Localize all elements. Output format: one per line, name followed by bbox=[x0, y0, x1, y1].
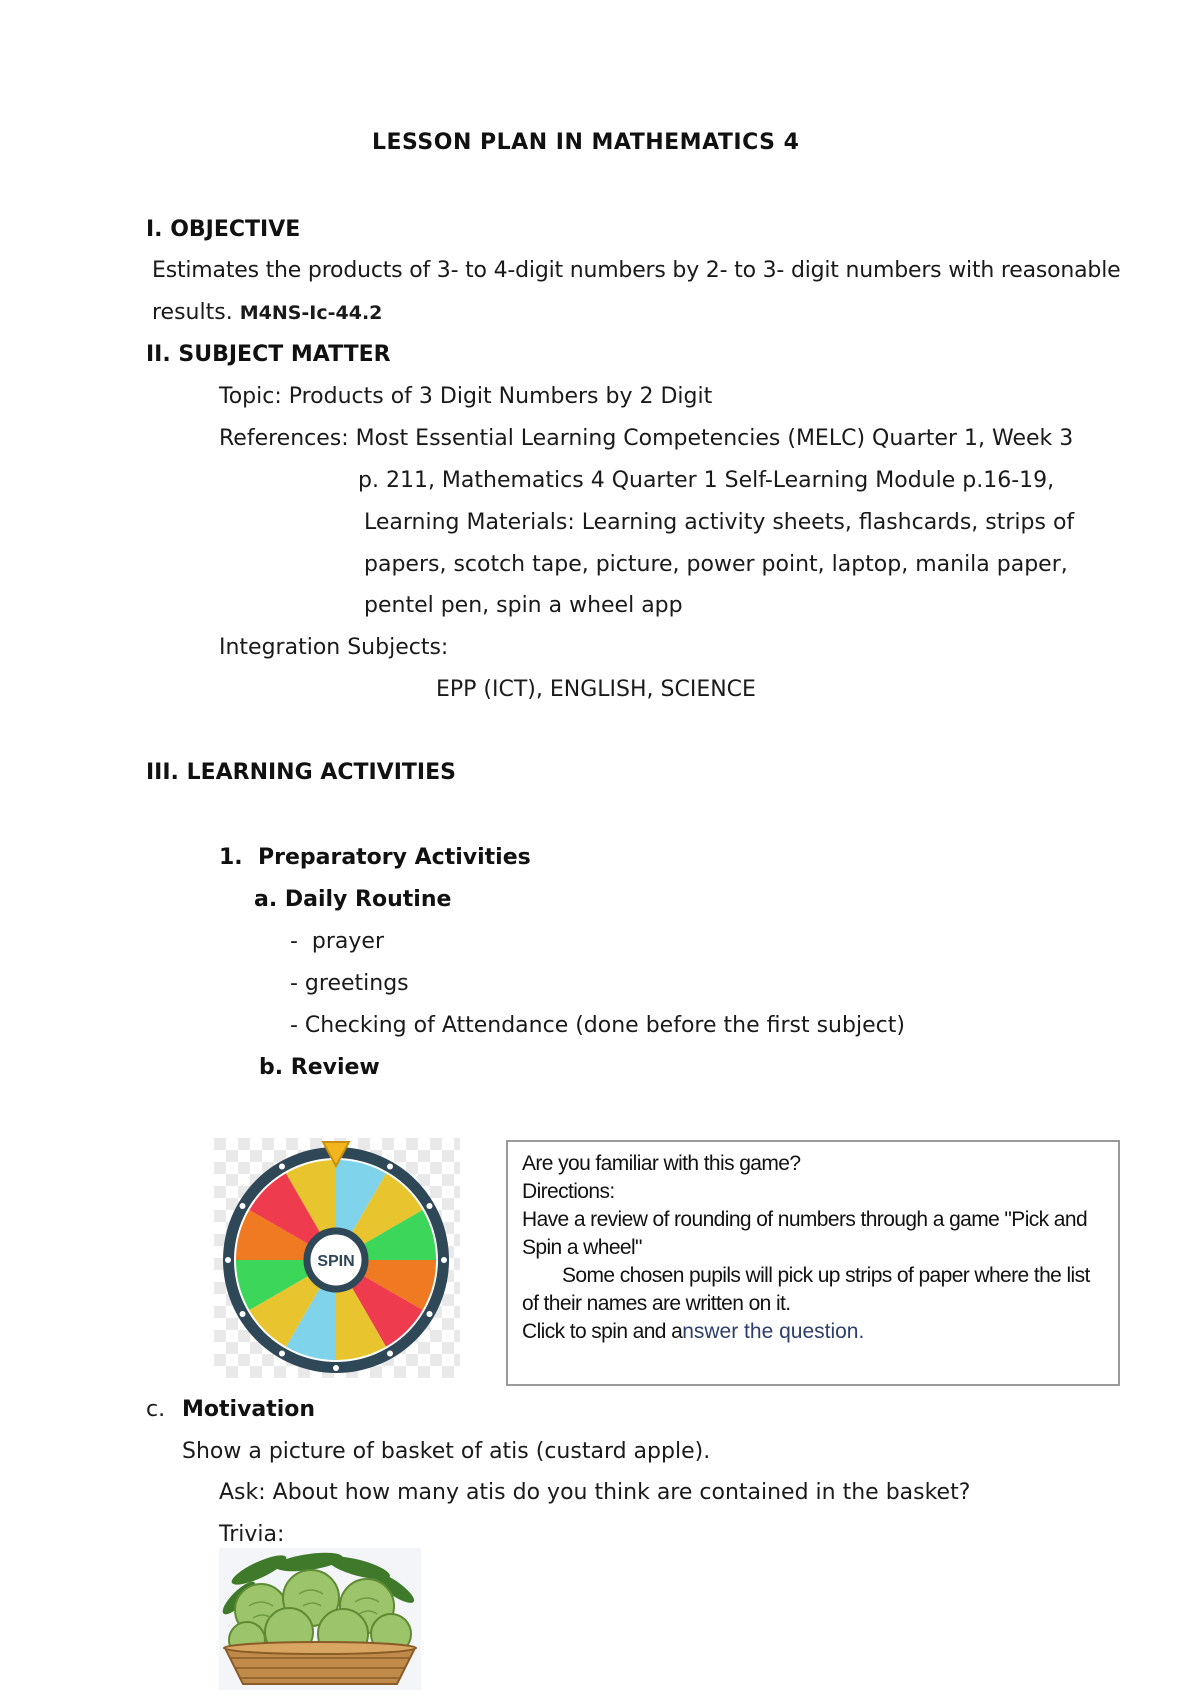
routine-item-prayer: - prayer bbox=[290, 929, 385, 954]
directions-line-1: Are you familiar with this game? bbox=[522, 1152, 801, 1175]
directions-line-4: Spin a wheel" bbox=[522, 1236, 642, 1259]
objective-results-text: results. bbox=[152, 300, 240, 325]
directions-line-5: Some chosen pupils will pick up strips of paper where the list bbox=[562, 1264, 1090, 1287]
materials-line-2: papers, scotch tape, picture, power point, laptop, manila paper, bbox=[364, 552, 1068, 577]
preparatory-activities: 1. Preparatory Activities bbox=[219, 845, 531, 870]
directions-line-6: of their names are written on it. bbox=[522, 1292, 791, 1315]
custard-apple-basket-icon bbox=[219, 1548, 421, 1690]
materials-line-1: Learning Materials: Learning activity sheets, flashcards, strips of bbox=[364, 510, 1075, 535]
trivia-label: Trivia: bbox=[219, 1522, 285, 1547]
motivation-heading: Motivation bbox=[182, 1397, 316, 1422]
spin-wheel-image bbox=[214, 1138, 460, 1378]
ask-line: Ask: About how many atis do you think are contained in the basket? bbox=[219, 1480, 971, 1505]
objective-text-line-1: Estimates the products of 3- to 4-digit numbers by 2- to 3- digit numbers with reasonable bbox=[152, 258, 1121, 283]
daily-routine-heading: a. Daily Routine bbox=[254, 887, 452, 912]
materials-line-3: pentel pen, spin a wheel app bbox=[364, 593, 683, 618]
directions-box bbox=[506, 1140, 1120, 1386]
directions-line-7 bbox=[522, 1318, 1104, 1346]
subject-matter-heading: II. SUBJECT MATTER bbox=[146, 342, 391, 367]
directions-line-2: Directions: bbox=[522, 1180, 615, 1203]
page-title: LESSON PLAN IN MATHEMATICS 4 bbox=[372, 130, 800, 155]
routine-item-greetings: - greetings bbox=[290, 971, 409, 996]
objective-heading: I. OBJECTIVE bbox=[146, 217, 301, 242]
spin-label: SPIN bbox=[317, 1253, 355, 1270]
topic-line: Topic: Products of 3 Digit Numbers by 2 Digit bbox=[219, 384, 713, 409]
spin-wheel-icon bbox=[214, 1138, 460, 1378]
learning-activities-heading: III. LEARNING ACTIVITIES bbox=[146, 760, 456, 785]
objective-text-line-2 bbox=[152, 300, 382, 325]
show-picture-line: Show a picture of basket of atis (custard apple). bbox=[182, 1439, 711, 1464]
directions-line-7-end: nswer the question. bbox=[682, 1320, 865, 1343]
routine-item-attendance: - Checking of Attendance (done before the first subject) bbox=[290, 1013, 905, 1038]
review-heading: b. Review bbox=[259, 1055, 380, 1080]
competency-code: M4NS-Ic-44.2 bbox=[239, 302, 383, 324]
directions-line-7-start: Click to spin and a bbox=[522, 1320, 683, 1343]
integration-subjects: EPP (ICT), ENGLISH, SCIENCE bbox=[436, 677, 756, 702]
directions-line-3: Have a review of rounding of numbers through a game "Pick and bbox=[522, 1208, 1088, 1231]
atis-basket-image bbox=[219, 1548, 421, 1690]
references-line-2: p. 211, Mathematics 4 Quarter 1 Self-Learning Module p.16-19, bbox=[358, 468, 1055, 493]
integration-label: Integration Subjects: bbox=[219, 635, 449, 660]
references-line-1: References: Most Essential Learning Competencies (MELC) Quarter 1, Week 3 bbox=[219, 426, 1074, 451]
motivation-marker: c. bbox=[146, 1397, 166, 1422]
